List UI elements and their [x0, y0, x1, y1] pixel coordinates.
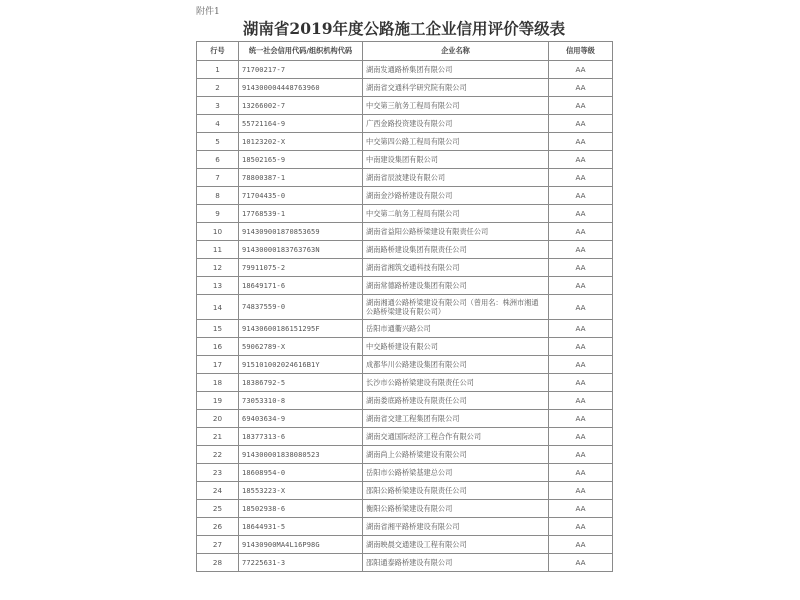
cell-index: 18	[197, 374, 239, 392]
table-row	[197, 277, 613, 295]
cell-credit-grade: AA	[549, 374, 613, 392]
cell-credit-grade: AA	[549, 295, 613, 320]
cell-company-name: 湖南交通国际经济工程合作有限公司	[363, 428, 549, 446]
cell-index: 9	[197, 205, 239, 223]
cell-credit-code: 18644931-5	[239, 518, 363, 536]
table-row	[197, 554, 613, 572]
cell-credit-code: 18608954-0	[239, 464, 363, 482]
cell-credit-grade: AA	[549, 338, 613, 356]
cell-index: 12	[197, 259, 239, 277]
cell-credit-code: 79911075-2	[239, 259, 363, 277]
cell-credit-code: 91430000183763763N	[239, 241, 363, 259]
cell-credit-code: 13266002-7	[239, 97, 363, 115]
cell-credit-code: 18649171-6	[239, 277, 363, 295]
cell-index: 24	[197, 482, 239, 500]
table-row	[197, 338, 613, 356]
cell-credit-grade: AA	[549, 356, 613, 374]
cell-credit-code: 18502938-6	[239, 500, 363, 518]
table-row	[197, 223, 613, 241]
cell-credit-code: 17768539-1	[239, 205, 363, 223]
cell-credit-grade: AA	[549, 320, 613, 338]
cell-company-name: 邵阳公路桥梁建设有限责任公司	[363, 482, 549, 500]
column-header-code: 统一社会信用代码/组织机构代码	[239, 42, 363, 61]
table-row	[197, 536, 613, 554]
cell-index: 14	[197, 295, 239, 320]
cell-credit-code: 78800387-1	[239, 169, 363, 187]
table-row	[197, 356, 613, 374]
cell-index: 21	[197, 428, 239, 446]
table-row	[197, 133, 613, 151]
cell-credit-code: 91430900MA4L16P98G	[239, 536, 363, 554]
cell-credit-grade: AA	[549, 79, 613, 97]
cell-company-name: 中交第三航务工程局有限公司	[363, 97, 549, 115]
cell-credit-grade: AA	[549, 428, 613, 446]
table-row	[197, 482, 613, 500]
cell-index: 11	[197, 241, 239, 259]
cell-credit-code: 914300001838080523	[239, 446, 363, 464]
table-row	[197, 169, 613, 187]
cell-company-name: 邵阳通泰路桥建设有限公司	[363, 554, 549, 572]
cell-company-name: 岳阳市通衢兴路公司	[363, 320, 549, 338]
cell-company-name: 中交第四公路工程局有限公司	[363, 133, 549, 151]
cell-company-name: 湖南发通路桥集团有限公司	[363, 61, 549, 79]
cell-credit-grade: AA	[549, 554, 613, 572]
cell-credit-code: 74837559-0	[239, 295, 363, 320]
cell-credit-grade: AA	[549, 169, 613, 187]
table-row	[197, 259, 613, 277]
table-row	[197, 241, 613, 259]
cell-company-name: 衡阳公路桥梁建设有限公司	[363, 500, 549, 518]
table-header-row	[197, 42, 613, 61]
attachment-label: 附件1	[196, 7, 220, 17]
cell-credit-grade: AA	[549, 518, 613, 536]
cell-index: 22	[197, 446, 239, 464]
table-row	[197, 518, 613, 536]
cell-credit-grade: AA	[549, 241, 613, 259]
table-row	[197, 392, 613, 410]
cell-company-name: 岳阳市公路桥梁基建总公司	[363, 464, 549, 482]
cell-credit-grade: AA	[549, 187, 613, 205]
cell-company-name: 湖南娄底路桥建设有限责任公司	[363, 392, 549, 410]
column-header-grade: 信用等级	[549, 42, 613, 61]
table-row	[197, 295, 613, 320]
cell-index: 23	[197, 464, 239, 482]
table-row	[197, 410, 613, 428]
cell-credit-grade: AA	[549, 259, 613, 277]
cell-credit-grade: AA	[549, 97, 613, 115]
table-row	[197, 151, 613, 169]
cell-credit-grade: AA	[549, 277, 613, 295]
table-row	[197, 115, 613, 133]
table-row	[197, 79, 613, 97]
cell-credit-grade: AA	[549, 410, 613, 428]
cell-index: 13	[197, 277, 239, 295]
table-row	[197, 97, 613, 115]
cell-index: 17	[197, 356, 239, 374]
page-title: 湖南省2019年度公路施工企业信用评价等级表	[242, 19, 566, 38]
cell-index: 4	[197, 115, 239, 133]
cell-credit-code: 915101002024616B1Y	[239, 356, 363, 374]
cell-company-name: 湖南映晨交通建设工程有限公司	[363, 536, 549, 554]
column-header-name: 企业名称	[363, 42, 549, 61]
cell-credit-code: 18377313-6	[239, 428, 363, 446]
cell-credit-code: 18386792-5	[239, 374, 363, 392]
cell-company-name: 湖南省湘筑交通科技有限公司	[363, 259, 549, 277]
cell-company-name: 中交第二航务工程局有限公司	[363, 205, 549, 223]
cell-index: 16	[197, 338, 239, 356]
cell-company-name: 湖南省交通科学研究院有限公司	[363, 79, 549, 97]
cell-company-name: 中交路桥建设有限公司	[363, 338, 549, 356]
table-row	[197, 464, 613, 482]
cell-credit-code: 77225631-3	[239, 554, 363, 572]
cell-company-name: 湖南湘通公路桥梁建设有限公司（曾用名：株洲市湘通公路桥梁建设有限公司）	[363, 295, 549, 320]
cell-credit-code: 69403634-9	[239, 410, 363, 428]
cell-company-name: 湖南常德路桥建设集团有限公司	[363, 277, 549, 295]
cell-index: 19	[197, 392, 239, 410]
cell-company-name: 湖南省辰波建设有限公司	[363, 169, 549, 187]
table-row	[197, 500, 613, 518]
cell-index: 7	[197, 169, 239, 187]
column-header-index: 行号	[197, 42, 239, 61]
cell-credit-code: 914300004448763960	[239, 79, 363, 97]
cell-company-name: 湖南路桥建设集团有限责任公司	[363, 241, 549, 259]
cell-company-name: 湖南尚上公路桥梁建设有限公司	[363, 446, 549, 464]
cell-credit-grade: AA	[549, 482, 613, 500]
table-row	[197, 205, 613, 223]
cell-credit-code: 914309001870853659	[239, 223, 363, 241]
cell-index: 1	[197, 61, 239, 79]
cell-credit-code: 91430600186151295F	[239, 320, 363, 338]
cell-credit-grade: AA	[549, 223, 613, 241]
cell-credit-grade: AA	[549, 61, 613, 79]
table-row	[197, 374, 613, 392]
cell-index: 8	[197, 187, 239, 205]
cell-credit-grade: AA	[549, 115, 613, 133]
cell-company-name: 湖南省交建工程集团有限公司	[363, 410, 549, 428]
cell-company-name: 广西金路投资建设有限公司	[363, 115, 549, 133]
table-row	[197, 446, 613, 464]
cell-credit-code: 55721164-9	[239, 115, 363, 133]
cell-index: 20	[197, 410, 239, 428]
cell-credit-code: 59062789-X	[239, 338, 363, 356]
cell-credit-grade: AA	[549, 392, 613, 410]
cell-credit-grade: AA	[549, 464, 613, 482]
cell-index: 6	[197, 151, 239, 169]
cell-index: 26	[197, 518, 239, 536]
cell-credit-code: 71700217-7	[239, 61, 363, 79]
table-row	[197, 428, 613, 446]
cell-index: 15	[197, 320, 239, 338]
credit-rating-table	[196, 41, 613, 572]
cell-company-name: 湖南金沙路桥建设有限公司	[363, 187, 549, 205]
cell-credit-grade: AA	[549, 205, 613, 223]
cell-credit-code: 71704435-0	[239, 187, 363, 205]
cell-index: 5	[197, 133, 239, 151]
cell-credit-grade: AA	[549, 446, 613, 464]
cell-index: 2	[197, 79, 239, 97]
cell-company-name: 长沙市公路桥梁建设有限责任公司	[363, 374, 549, 392]
cell-company-name: 湖南省湘平路桥建设有限公司	[363, 518, 549, 536]
table-row	[197, 187, 613, 205]
cell-credit-code: 18502165-9	[239, 151, 363, 169]
cell-index: 3	[197, 97, 239, 115]
cell-index: 28	[197, 554, 239, 572]
cell-credit-grade: AA	[549, 133, 613, 151]
cell-company-name: 中南建设集团有限公司	[363, 151, 549, 169]
cell-credit-code: 18553223-X	[239, 482, 363, 500]
cell-credit-grade: AA	[549, 500, 613, 518]
cell-credit-code: 10123202-X	[239, 133, 363, 151]
cell-credit-code: 73053310-8	[239, 392, 363, 410]
table-row	[197, 61, 613, 79]
cell-index: 10	[197, 223, 239, 241]
cell-company-name: 成都华川公路建设集团有限公司	[363, 356, 549, 374]
table-row	[197, 320, 613, 338]
cell-company-name: 湖南省益阳公路桥梁建设有限责任公司	[363, 223, 549, 241]
cell-credit-grade: AA	[549, 151, 613, 169]
cell-index: 27	[197, 536, 239, 554]
cell-credit-grade: AA	[549, 536, 613, 554]
cell-index: 25	[197, 500, 239, 518]
